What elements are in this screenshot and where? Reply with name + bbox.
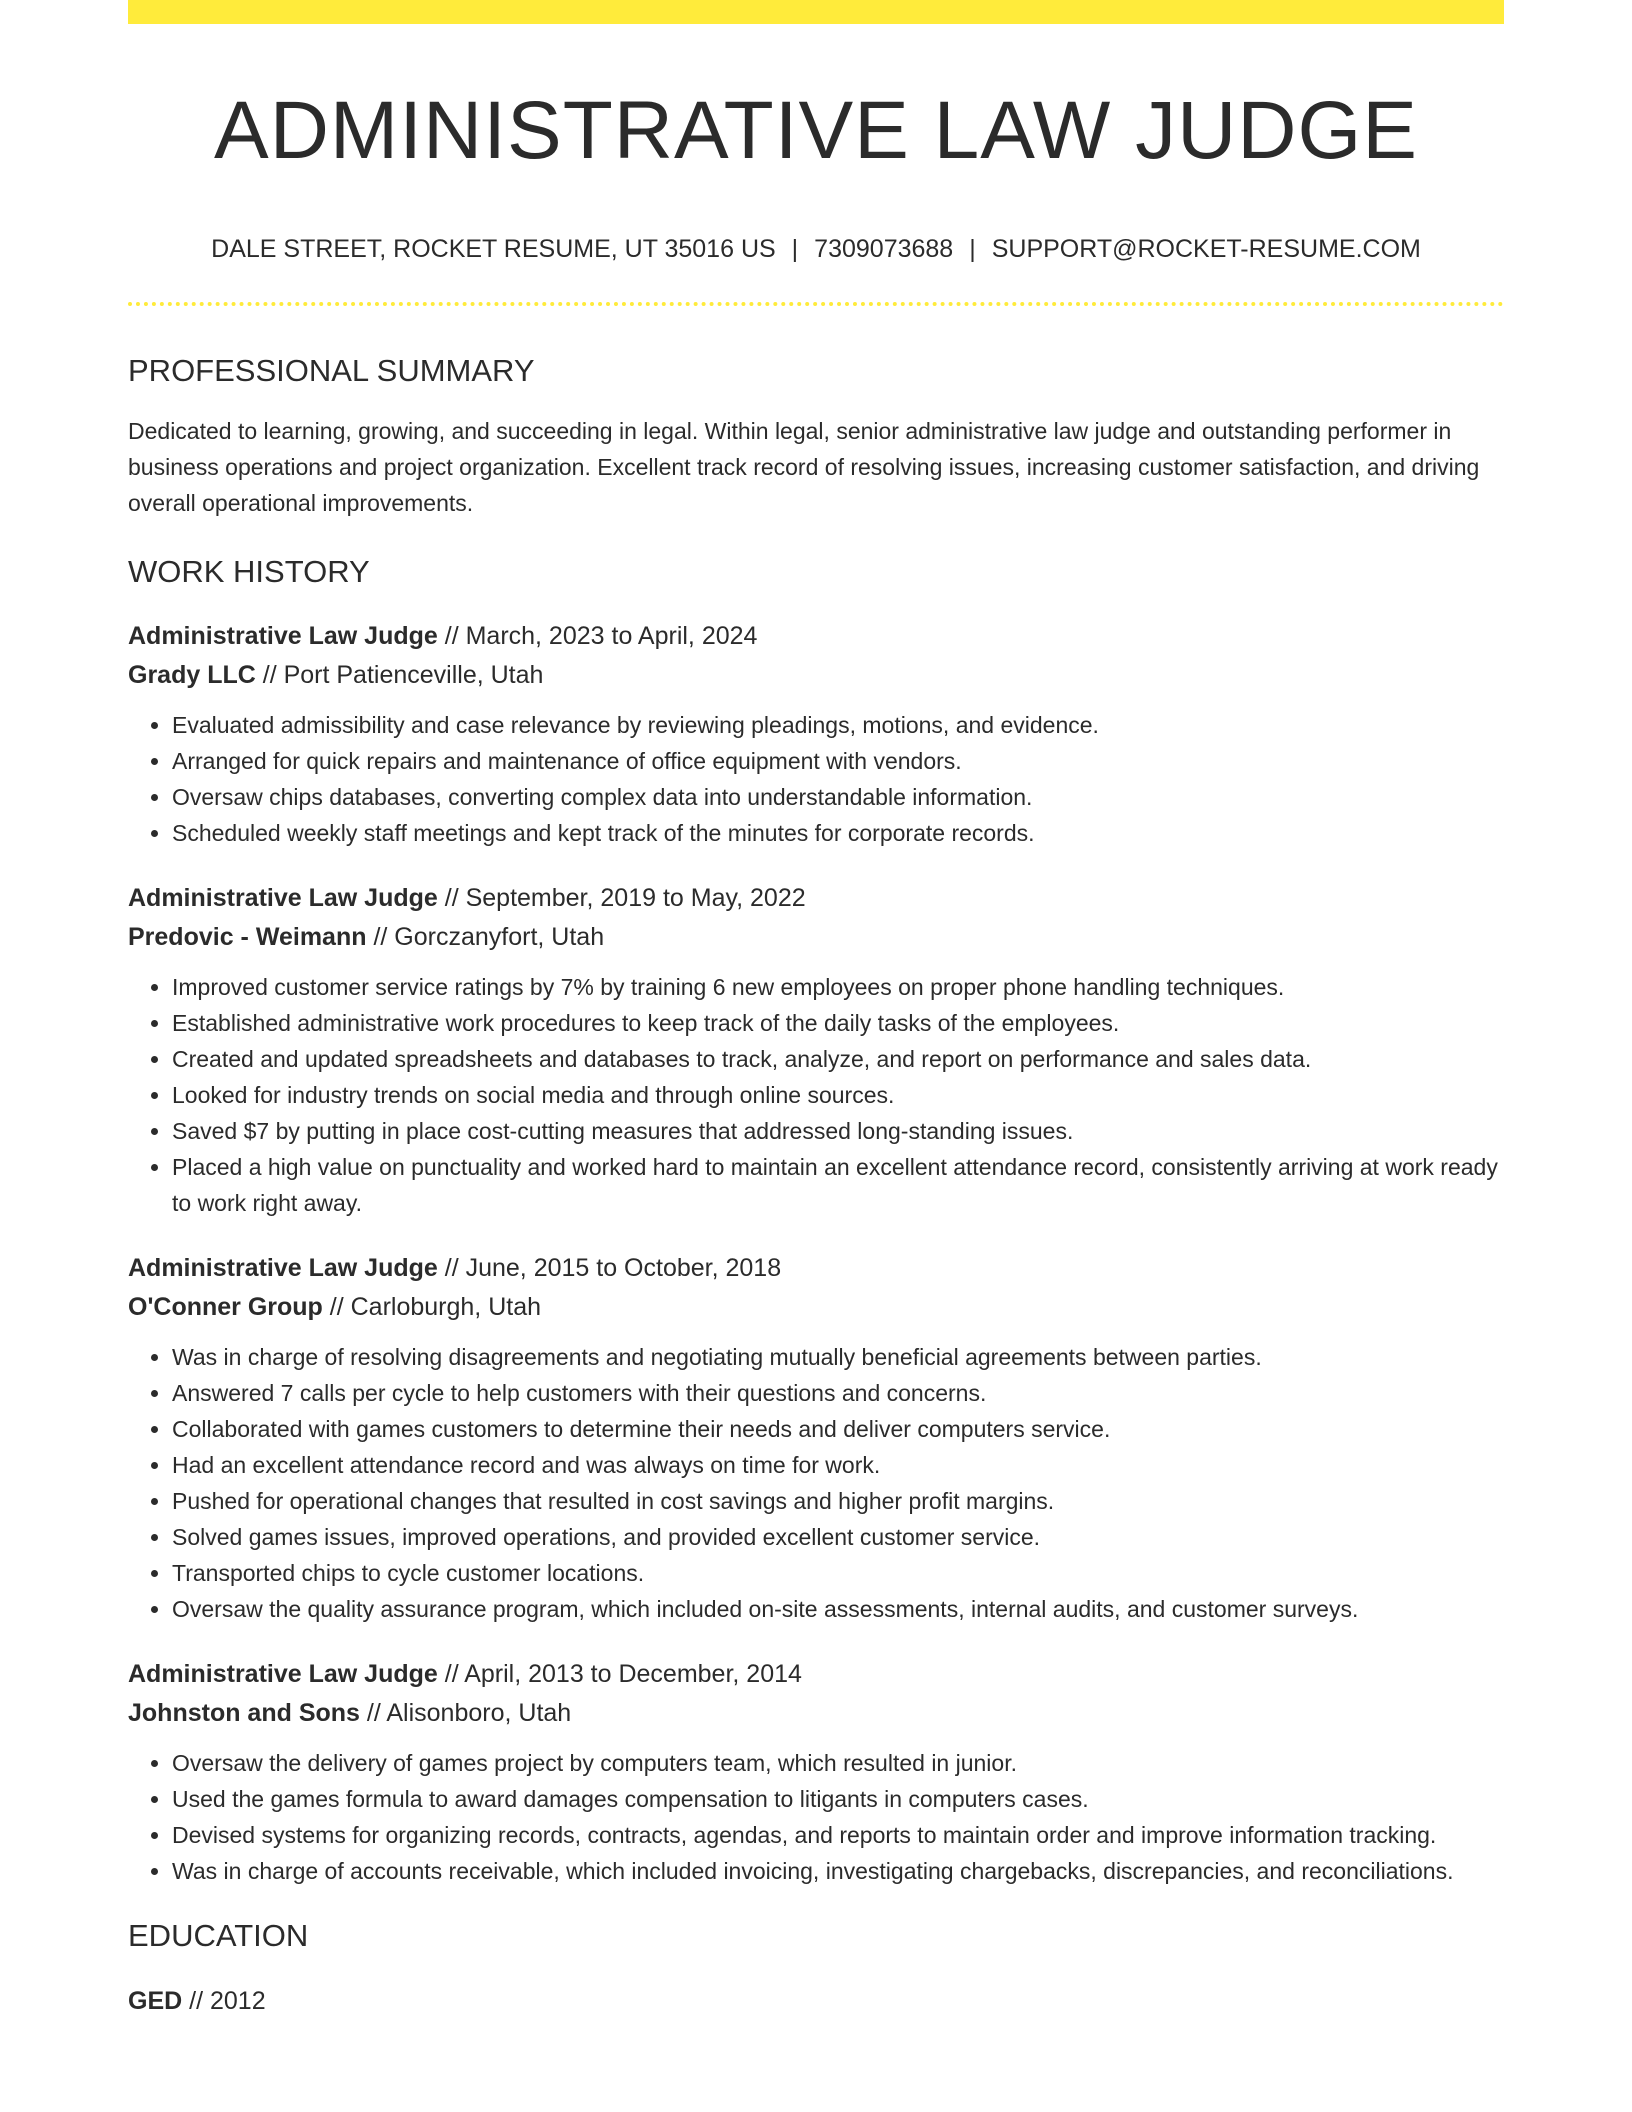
job-entry xyxy=(128,1249,1504,1627)
duty-item: • Answered 7 calls per cycle to help customers with their questions and concerns. xyxy=(172,1375,1504,1411)
contact-phone: 7309073688 xyxy=(814,235,954,264)
duty-item: • Pushed for operational changes that resulted in cost savings and higher profit margins. xyxy=(172,1483,1504,1519)
duty-item: • Created and updated spreadsheets and databases to track, analyze, and report on performance and sales data. xyxy=(172,1041,1504,1077)
job-company: Predovic - Weimann xyxy=(128,922,367,951)
education-heading: EDUCATION xyxy=(128,1917,309,1953)
job-entry xyxy=(128,617,1504,851)
job-role: Administrative Law Judge xyxy=(128,621,438,650)
contact-email: SUPPORT@ROCKET-RESUME.COM xyxy=(991,235,1421,264)
contact-address: DALE STREET, ROCKET RESUME, UT 35016 US xyxy=(211,235,776,264)
job-title-line xyxy=(128,617,1504,656)
job-company-line xyxy=(128,1288,1504,1327)
job-title-line xyxy=(128,879,1504,918)
job-role: Administrative Law Judge xyxy=(128,883,438,912)
dotted-divider xyxy=(128,302,1504,306)
duty-item: • Oversaw chips databases, converting complex data into understandable information. xyxy=(172,779,1504,815)
job-dates: // April, 2013 to December, 2014 xyxy=(444,1659,802,1688)
duty-item: • Oversaw the quality assurance program, which included on-site assessments, internal audits, and customer surveys. xyxy=(172,1591,1504,1627)
job-company: Grady LLC xyxy=(128,660,256,689)
top-accent-bar xyxy=(128,0,1504,24)
job-duties xyxy=(128,969,1504,1221)
job-title-line xyxy=(128,1655,1504,1694)
job-location: // Carloburgh, Utah xyxy=(329,1292,541,1321)
duty-item: • Evaluated admissibility and case relevance by reviewing pleadings, motions, and evidence. xyxy=(172,707,1504,743)
job-role: Administrative Law Judge xyxy=(128,1659,438,1688)
duty-item: • Scheduled weekly staff meetings and kept track of the minutes for corporate records. xyxy=(172,815,1504,851)
duty-item: • Improved customer service ratings by 7% by training 6 new employees on proper phone handling techniques. xyxy=(172,969,1504,1005)
contact-separator: | xyxy=(969,235,976,264)
resume-page xyxy=(128,0,1504,2021)
job-company-line xyxy=(128,656,1504,695)
duty-item: • Transported chips to cycle customer locations. xyxy=(172,1555,1504,1591)
education-entry xyxy=(128,1982,1504,2021)
duty-item: • Placed a high value on punctuality and worked hard to maintain an excellent attendance record, consistently arriving at work ready to work right away. xyxy=(172,1149,1504,1221)
duty-item: • Solved games issues, improved operations, and provided excellent customer service. xyxy=(172,1519,1504,1555)
summary-text: Dedicated to learning, growing, and succeeding in legal. Within legal, senior administrative law judge and outstanding performer in business operations and project organization. Excellent track record of resolving issues, increasing customer satisfaction, and driving overall operational improvements. xyxy=(128,418,1480,517)
job-dates: // June, 2015 to October, 2018 xyxy=(444,1253,782,1282)
resume-name: ADMINISTRATIVE LAW JUDGE xyxy=(214,85,1418,176)
job-duties xyxy=(128,1745,1504,1889)
duty-item: • Looked for industry trends on social media and through online sources. xyxy=(172,1077,1504,1113)
duty-item: • Devised systems for organizing records, contracts, agendas, and reports to maintain order and improve information tracking. xyxy=(172,1817,1504,1853)
job-role: Administrative Law Judge xyxy=(128,1253,438,1282)
duty-item: • Used the games formula to award damages compensation to litigants in computers cases. xyxy=(172,1781,1504,1817)
summary-heading: PROFESSIONAL SUMMARY xyxy=(128,353,535,389)
duty-item: • Arranged for quick repairs and maintenance of office equipment with vendors. xyxy=(172,743,1504,779)
duty-item: • Had an excellent attendance record and was always on time for work. xyxy=(172,1447,1504,1483)
job-company: O'Conner Group xyxy=(128,1292,323,1321)
duty-item: • Saved $7 by putting in place cost-cutting measures that addressed long-standing issues. xyxy=(172,1113,1504,1149)
work-history-heading: WORK HISTORY xyxy=(128,554,370,590)
education-degree: GED xyxy=(128,1986,183,2015)
job-company-line xyxy=(128,918,1504,957)
job-entry xyxy=(128,1655,1504,1889)
job-duties xyxy=(128,1339,1504,1627)
job-entry xyxy=(128,879,1504,1221)
job-location: // Alisonboro, Utah xyxy=(366,1698,572,1727)
education-year: // 2012 xyxy=(189,1986,266,2015)
job-title-line xyxy=(128,1249,1504,1288)
job-location: // Port Patienceville, Utah xyxy=(262,660,544,689)
duty-item: • Established administrative work procedures to keep track of the daily tasks of the employees. xyxy=(172,1005,1504,1041)
contact-separator: | xyxy=(791,235,799,264)
job-dates: // March, 2023 to April, 2024 xyxy=(444,621,758,650)
job-company: Johnston and Sons xyxy=(128,1698,360,1727)
contact-line xyxy=(128,234,1504,264)
duty-item: • Was in charge of accounts receivable, which included invoicing, investigating chargebacks, discrepancies, and reconciliations. xyxy=(172,1853,1504,1889)
job-duties xyxy=(128,707,1504,851)
duty-item: • Oversaw the delivery of games project by computers team, which resulted in junior. xyxy=(172,1745,1504,1781)
job-dates: // September, 2019 to May, 2022 xyxy=(444,883,806,912)
job-company-line xyxy=(128,1694,1504,1733)
duty-item: • Was in charge of resolving disagreements and negotiating mutually beneficial agreements between parties. xyxy=(172,1339,1504,1375)
job-location: // Gorczanyfort, Utah xyxy=(373,922,605,951)
duty-item: • Collaborated with games customers to determine their needs and deliver computers service. xyxy=(172,1411,1504,1447)
